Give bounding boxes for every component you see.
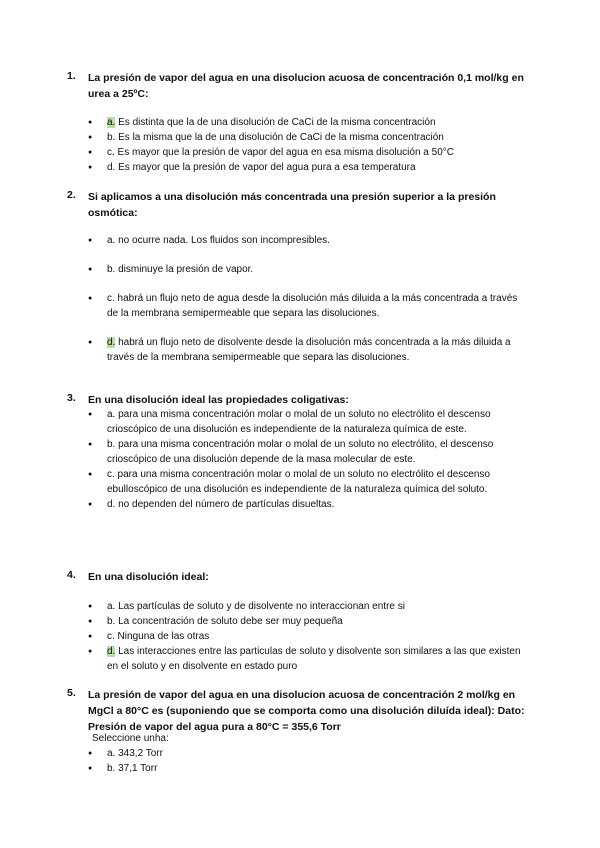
question-1 [67, 70, 528, 102]
question-3-text: En una disolución ideal las propiedades coligativas: [88, 394, 349, 406]
q2-option-d[interactable]: ● d. habrá un flujo neto de disolvente desde la disolución más concentrada a la más diluida a través de la membrana semipermeable que separa las disoluciones. [88, 335, 528, 365]
question-5-number: 5. [67, 687, 76, 699]
question-5-text: La presión de vapor del agua en una disolucion acuosa de concentración 2 mol/kg en MgCl a 80°C es (suponiendo que se comporta como una disolución diluída ideal): Dato: Presión de vapor del agua pura a 80°C = 355,6 Torr [88, 689, 525, 733]
q4-option-c[interactable]: ● c. Ninguna de las otras [88, 629, 528, 644]
q4-option-a[interactable]: ● a. Las partículas de soluto y de disolvente no interaccionan entre si [88, 599, 528, 614]
q1-option-b[interactable]: ● b. Es la misma que la de una disolución de CaCi de la misma concentración [88, 130, 528, 145]
q1-option-c[interactable]: ● c. Es mayor que la presión de vapor del agua en esa misma disolución a 50°C [88, 145, 528, 160]
question-1-text: La presión de vapor del agua en una disolucion acuosa de concentración 0,1 mol/kg en urea a 25ºC: [88, 72, 524, 100]
question-2-number: 2. [67, 189, 76, 201]
question-4 [67, 569, 528, 585]
question-2-options [88, 233, 528, 379]
answer-highlight: d. [107, 337, 116, 348]
question-4-text: En una disolución ideal: [88, 571, 209, 583]
q4-option-d[interactable]: ● d. Las interacciones entre las particulas de soluto y disolvente son similares a las que existen en el soluto y en disolvente en estado puro [88, 644, 528, 674]
q5-option-b[interactable]: ● b. 37,1 Torr [88, 761, 528, 776]
q2-option-c[interactable]: ● c. habrá un flujo neto de agua desde la disolución más diluida a la más concentrada a través de la membrana semipermeable que separa las disoluciones. [88, 291, 528, 321]
question-3 [67, 392, 528, 408]
question-5-options [88, 746, 528, 776]
question-5 [67, 687, 528, 735]
question-2-text: Si aplicamos a una disolución más concentrada una presión superior a la presión osmótica: [88, 191, 496, 219]
q1-option-d[interactable]: ● d. Es mayor que la presión de vapor del agua pura a esa temperatura [88, 160, 528, 175]
question-1-number: 1. [67, 70, 76, 82]
q3-option-d[interactable]: ● d. no dependen del número de partículas disueltas. [88, 497, 528, 512]
q3-option-a[interactable]: ● a. para una misma concentración molar o molal de un soluto no electrólito el descenso crioscópico de una disolución es independiente de la naturaleza química de este. [88, 407, 528, 437]
answer-highlight: d. [107, 646, 116, 657]
question-4-number: 4. [67, 569, 76, 581]
select-label: Seleccione unha: [92, 733, 169, 744]
q5-option-a[interactable]: ● a. 343,2 Torr [88, 746, 528, 761]
q2-option-b[interactable]: ● b. disminuye la presión de vapor. [88, 262, 528, 277]
q3-option-b[interactable]: ● b. para una misma concentración molar o molal de un soluto no electrólito, el descenso crioscópico de una disolución depende de la masa molecular de este. [88, 437, 528, 467]
question-4-options [88, 599, 528, 674]
q4-option-b[interactable]: ● b. La concentración de soluto debe ser muy pequeña [88, 614, 528, 629]
question-3-number: 3. [67, 392, 76, 404]
q2-option-a[interactable]: ● a. no ocurre nada. Los fluidos son incompresibles. [88, 233, 528, 248]
answer-highlight: a. [107, 117, 116, 128]
question-1-options [88, 115, 528, 175]
q3-option-c[interactable]: ● c. para una misma concentración molar o molal de un soluto no electrólito el descenso ebulloscópico de una disolución es independiente de la naturaleza química del soluto. [88, 467, 528, 497]
q1-option-a[interactable]: ● a. Es distinta que la de una disolución de CaCi de la misma concentración [88, 115, 528, 130]
question-2 [67, 189, 528, 221]
question-3-options [88, 407, 528, 512]
